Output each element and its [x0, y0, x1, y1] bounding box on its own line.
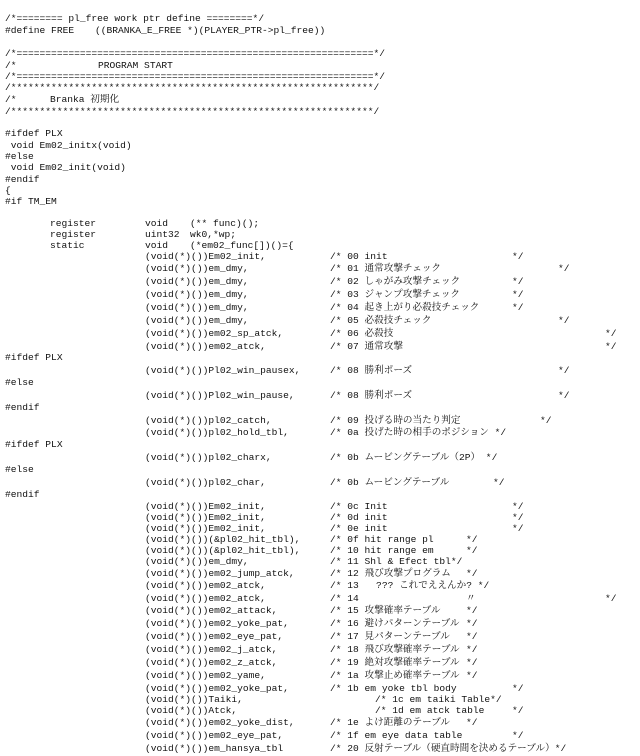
code-text: void [145, 218, 169, 229]
function-signature [0, 162, 640, 174]
func-table-entry [0, 276, 640, 288]
code-text: (void(*)())Em02_init, [145, 251, 266, 262]
func-table-entry [0, 730, 640, 742]
comment-end: */ [466, 644, 478, 655]
comment-end: */ [558, 263, 570, 274]
comment-text: /* 13 ??? これでええんか? */ [330, 580, 490, 591]
func-table-entry [0, 644, 640, 656]
func-table-entry [0, 263, 640, 275]
preprocessor-directive [0, 196, 640, 208]
code-text: #ifdef PLX [5, 439, 63, 450]
comment-text: Branka 初期化 [50, 94, 120, 105]
comment-text: /* 02 しゃがみ攻撃チェック [330, 276, 461, 287]
code-text: (void(*)())em02_atck, [145, 580, 266, 591]
comment-text: /* 12 飛び攻撃プログラム [330, 568, 451, 579]
comment-end: */ [558, 365, 570, 376]
comment-end: */ [605, 593, 617, 604]
comment-text: /* 09 投げる時の当たり判定 [330, 415, 461, 426]
comment-end: */ [493, 477, 505, 488]
comment-end: */ [512, 276, 524, 287]
func-table-entry [0, 415, 640, 427]
func-table-entry [0, 289, 640, 301]
code-text: (void(*)())Atck, [145, 705, 238, 716]
comment-text: /* [5, 94, 17, 105]
preprocessor-directive [0, 352, 640, 364]
preprocessor-directive [0, 128, 640, 140]
code-text: #define FREE [5, 25, 75, 36]
code-text: (void(*)())pl02_catch, [145, 415, 272, 426]
comment-end: */ [466, 657, 478, 668]
code-text: void Em02_init(void) [5, 162, 126, 173]
code-text: (void(*)())em02_jump_atck, [145, 568, 295, 579]
comment-end: */ [466, 545, 478, 556]
comment-text: PROGRAM START [98, 60, 173, 71]
code-text: (void(*)())em_dmy, [145, 289, 249, 300]
separator-comment [0, 48, 640, 60]
preprocessor-directive [0, 489, 640, 501]
comment-end: */ [466, 631, 478, 642]
code-text: (void(*)())em02_atck, [145, 593, 266, 604]
code-text: (void(*)())em02_yame, [145, 670, 266, 681]
comment-text: /* 03 ジャンプ攻撃チェック [330, 289, 461, 300]
comment-text: /* 14 [330, 593, 359, 604]
comment-end: */ [558, 390, 570, 401]
func-table-entry [0, 251, 640, 263]
comment-text: /***************************************************************/ [5, 82, 380, 93]
preprocessor-directive [0, 402, 640, 414]
code-text: #else [5, 377, 34, 388]
code-text: #endif [5, 174, 40, 185]
comment-end: */ [466, 670, 478, 681]
code-text: (void(*)())em_dmy, [145, 315, 249, 326]
comment-text: /* 00 init [330, 251, 388, 262]
comment-text: /* 05 必殺技チェック [330, 315, 432, 326]
comment-end: */ [540, 415, 552, 426]
comment-text: /* 1c em taiki Table*/ [375, 694, 502, 705]
comment-text: /* 19 絶対攻撃確率テーブル [330, 657, 460, 668]
code-text: (void(*)())pl02_charx, [145, 452, 272, 463]
code-text: (void(*)())pl02_char, [145, 477, 266, 488]
comment-end: */ [512, 512, 524, 523]
code-text: register [50, 218, 97, 229]
code-text: static [50, 240, 85, 251]
func-table-entry [0, 315, 640, 327]
func-table-entry [0, 556, 640, 568]
code-text: void Em02_initx(void) [5, 140, 132, 151]
comment-text: /* 0b ムービングテーブル（2P） */ [330, 452, 498, 463]
func-table-entry [0, 427, 640, 439]
func-table-entry [0, 670, 640, 682]
code-text: register [50, 229, 97, 240]
code-text: #endif [5, 489, 40, 500]
func-table-entry [0, 390, 640, 402]
code-text: (void(*)())em02_eye_pat, [145, 730, 284, 741]
func-table-entry [0, 618, 640, 630]
comment-text: /* 0c Init [330, 501, 388, 512]
comment-end: */ [605, 341, 617, 352]
code-text: (void(*)())em02_yoke_dist, [145, 717, 295, 728]
comment-end: */ [466, 717, 478, 728]
separator-comment [0, 82, 640, 94]
comment-text: /* 1e よけ距離のテーブル [330, 717, 451, 728]
code-text: #ifdef PLX [5, 352, 63, 363]
code-text: (void(*)())em02_j_atck, [145, 644, 278, 655]
comment-end: */ [512, 289, 524, 300]
code-text: (void(*)())em_dmy, [145, 302, 249, 313]
func-table-entry [0, 605, 640, 617]
comment-end: */ [512, 683, 524, 694]
comment-text: /* [5, 60, 17, 71]
code-text: (void(*)())em_dmy, [145, 276, 249, 287]
func-table-entry [0, 580, 640, 592]
code-text: (void(*)())em02_z_atck, [145, 657, 278, 668]
comment-text: /* 1a 攻撃止め確率テーブル [330, 670, 460, 681]
code-text: (void(*)())em02_atck, [145, 341, 266, 352]
code-text: wk0,*wp; [190, 229, 237, 240]
comment-text: /* 01 通常攻撃チェック [330, 263, 442, 274]
code-text: (void(*)())pl02_hold_tbl, [145, 427, 289, 438]
code-text: #else [5, 464, 34, 475]
func-table-entry [0, 477, 640, 489]
code-text: ((BRANKA_E_FREE *)(PLAYER_PTR->pl_free)) [95, 25, 326, 36]
func-table-entry [0, 302, 640, 314]
section-title-comment [0, 94, 640, 106]
code-text: #if TM_EM [5, 196, 57, 207]
code-text: { [5, 185, 11, 196]
code-text: (void(*)())Pl02_win_pausex, [145, 365, 301, 376]
code-text: (void(*)())(&pl02_hit_tbl), [145, 545, 301, 556]
comment-end: */ [466, 534, 478, 545]
comment-end: */ [512, 705, 524, 716]
code-text: (** func)(); [190, 218, 260, 229]
code-text: (void(*)())em02_attack, [145, 605, 278, 616]
comment-text: /* 10 hit range em [330, 545, 434, 556]
comment-text: /* 04 起き上がり必殺技チェック [330, 302, 480, 313]
comment-text: /* 20 反射テーブル（硬直時間を決めるテーブル）*/ [330, 743, 567, 754]
comment-text: /* 0a 投げた時の相手のポジション */ [330, 427, 507, 438]
comment-text: /***************************************************************/ [5, 106, 380, 117]
comment-end: */ [512, 501, 524, 512]
func-table-entry [0, 568, 640, 580]
code-text: (void(*)())(&pl02_hit_tbl), [145, 534, 301, 545]
comment-text: /* 1b em yoke tbl body [330, 683, 457, 694]
code-text: (void(*)())Em02_init, [145, 501, 266, 512]
code-text: uint32 [145, 229, 180, 240]
comment-end: */ [512, 523, 524, 534]
code-text: (void(*)())em_dmy, [145, 263, 249, 274]
func-table-entry [0, 452, 640, 464]
comment-end: */ [512, 251, 524, 262]
comment-text: /* 07 通常攻撃 [330, 341, 403, 352]
comment-text: /* 0d init [330, 512, 388, 523]
ditto-mark: 〃 [466, 593, 476, 604]
code-text: (void(*)())em02_eye_pat, [145, 631, 284, 642]
code-text: (void(*)())Taiki, [145, 694, 243, 705]
func-table-entry [0, 328, 640, 340]
func-table-entry [0, 593, 640, 605]
comment-end: */ [512, 730, 524, 741]
comment-text: /* 0b ムービングテーブル [330, 477, 450, 488]
comment-text: /* 0f hit range pl [330, 534, 434, 545]
code-text: (void(*)())Em02_init, [145, 512, 266, 523]
comment-text: /* 16 避けパターンテーブル [330, 618, 460, 629]
comment-end: */ [466, 605, 478, 616]
comment-text: /*======== pl_free work ptr define ========*/ [5, 13, 265, 24]
code-text: (void(*)())em_dmy, [145, 556, 249, 567]
separator-comment [0, 106, 640, 118]
comment-text: /* 08 勝利ポーズ [330, 365, 413, 376]
preprocessor-directive [0, 464, 640, 476]
code-text: #else [5, 151, 34, 162]
section-comment [0, 13, 640, 25]
comment-text: /* 0e init [330, 523, 388, 534]
comment-text: /* 18 飛び攻撃確率テーブル [330, 644, 460, 655]
comment-text: /* 08 勝利ポーズ [330, 390, 413, 401]
comment-end: */ [466, 618, 478, 629]
comment-text: /* 1d em atck table [375, 705, 485, 716]
code-text: #ifdef PLX [5, 128, 63, 139]
code-text: (void(*)())em02_sp_atck, [145, 328, 284, 339]
comment-text: /*==============================================================*/ [5, 71, 385, 82]
code-text: (void(*)())em_hansya_tbl [145, 743, 284, 754]
comment-end: */ [558, 315, 570, 326]
code-text: (void(*)())em02_yoke_pat, [145, 683, 289, 694]
define-directive [0, 25, 640, 37]
func-table-entry [0, 631, 640, 643]
code-text: #endif [5, 402, 40, 413]
comment-end: */ [466, 568, 478, 579]
func-table-entry [0, 657, 640, 669]
comment-end: */ [605, 328, 617, 339]
comment-text: /* 1f em eye data table [330, 730, 463, 741]
comment-end: */ [512, 302, 524, 313]
comment-text: /*==============================================================*/ [5, 48, 385, 59]
code-text: (void(*)())Pl02_win_pause, [145, 390, 295, 401]
comment-text: /* 15 攻撃確率テーブル [330, 605, 441, 616]
code-text: void [145, 240, 169, 251]
comment-text: /* 11 Shl & Efect tbl*/ [330, 556, 463, 567]
func-table-entry [0, 743, 640, 755]
func-table-entry [0, 717, 640, 729]
func-table-entry [0, 705, 640, 717]
code-text: (*em02_func[])()={ [190, 240, 294, 251]
comment-text: /* 06 必殺技 [330, 328, 394, 339]
code-text: (void(*)())Em02_init, [145, 523, 266, 534]
preprocessor-directive [0, 439, 640, 451]
func-table-entry [0, 365, 640, 377]
preprocessor-directive [0, 377, 640, 389]
code-text: (void(*)())em02_yoke_pat, [145, 618, 289, 629]
comment-text: /* 17 見パターンテーブル [330, 631, 450, 642]
